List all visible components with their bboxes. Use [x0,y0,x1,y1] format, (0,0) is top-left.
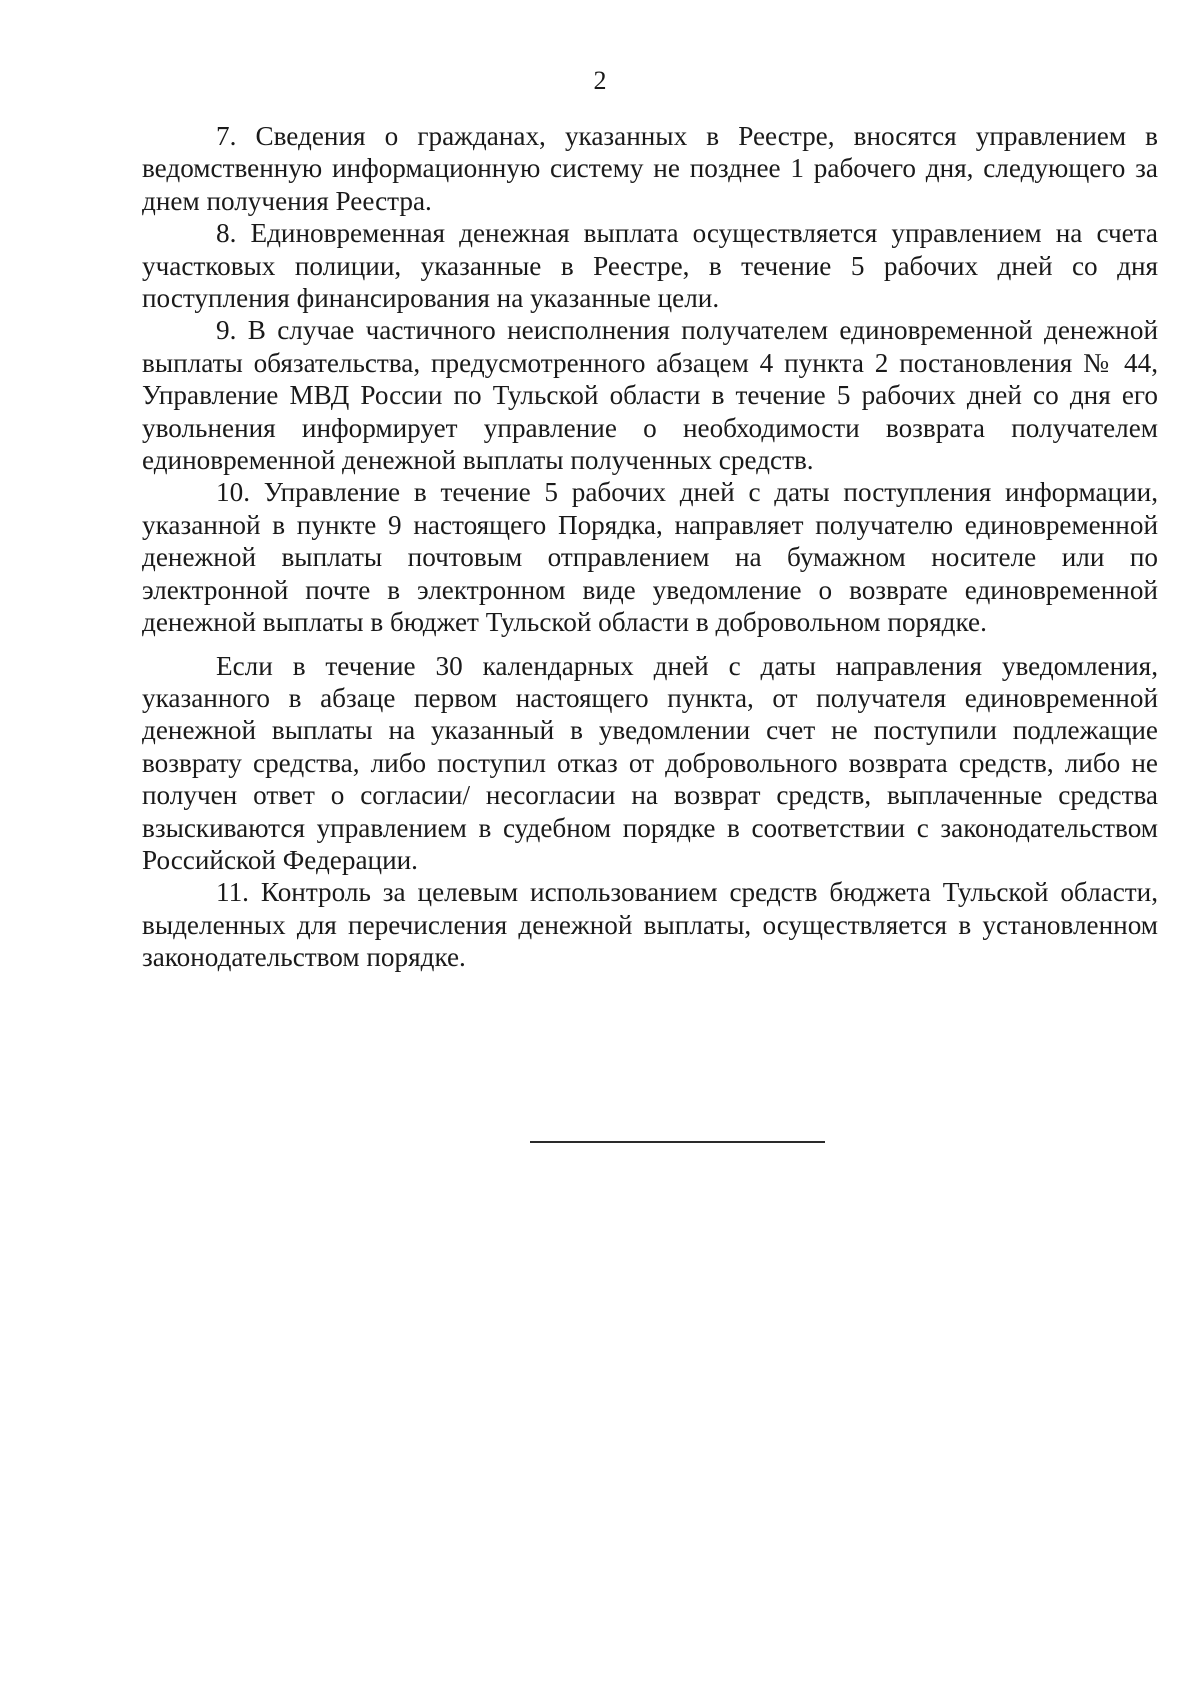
paragraph-item-10: 10. Управление в течение 5 рабочих дней с даты поступления информации, указанной в пункте 9 настоящего Порядка, направляет получателю единовременной денежной выплаты почтовым отправлением на бумажном носителе или по электронной почте в электронном виде уведомление о возврате единовременной денежной выплаты в бюджет Тульской области в добровольном порядке. [142,477,1158,638]
paragraph-item-9: 9. В случае частичного неисполнения получателем единовременной денежной выплаты обязательства, предусмотренного абзацем 4 пункта 2 постановления № 44, Управление МВД России по Тульской области в течение 5 рабочих дней со дня его увольнения информирует управление о необходимости возврата получателем единовременной денежной выплаты полученных средств. [142,315,1158,476]
paragraph-item-8: 8. Единовременная денежная выплата осуществляется управлением на счета участковых полиции, указанные в Реестре, в течение 5 рабочих дней со дня поступления финансирования на указанные цели. [142,218,1158,314]
end-divider-line [530,1141,825,1143]
paragraph-item-10-second: Если в течение 30 календарных дней с даты направления уведомления, указанного в абзаце первом настоящего пункта, от получателя единовременной денежной выплаты на указанный в уведомлении счет не поступили подлежащие возврату средства, либо поступил отказ от добровольного возврата средств, либо не получен ответ о согласии/ несогласии на возврат средств, выплаченные средства взыскиваются управлением в судебном порядке в соответствии с законодательством Российской Федерации. [142,650,1158,875]
document-body [142,120,1158,974]
page-number: 2 [593,66,607,95]
paragraph-item-7: 7. Сведения о гражданах, указанных в Реестре, вносятся управлением в ведомственную информационную систему не позднее 1 рабочего дня, следующего за днем получения Реестра. [142,121,1158,216]
paragraph-item-11: 11. Контроль за целевым использованием средств бюджета Тульской области, выделенных для перечисления денежной выплаты, осуществляется в установленном законодательством порядке. [142,877,1158,973]
